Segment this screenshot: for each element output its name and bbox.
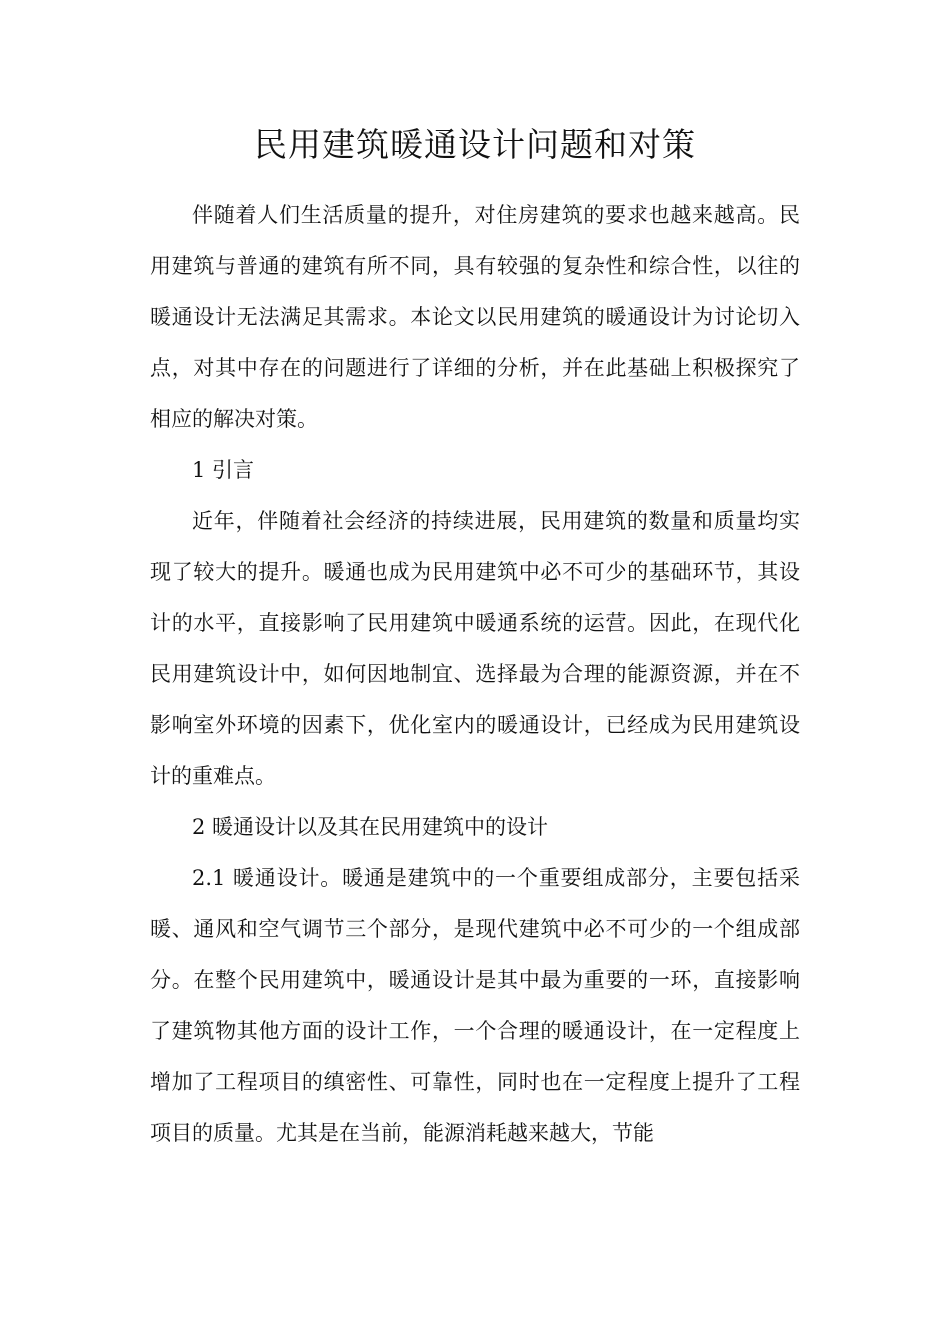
introduction-paragraph: 近年，伴随着社会经济的持续进展，民用建筑的数量和质量均实现了较大的提升。暖通也成为民用建筑中必不可少的基础环节，其设计的水平，直接影响了民用建筑中暖通系统的运营。因此，在现代化民用建筑设计中，如何因地制宜、选择最为合理的能源资源，并在不影响室外环境的因素下，优化室内的暖通设计，已经成为民用建筑设计的重难点。 (150, 509, 800, 788)
hvac-design-paragraph: 2.1 暖通设计。暖通是建筑中的一个重要组成部分，主要包括采暖、通风和空气调节三个部分，是现代建筑中必不可少的一个组成部分。在整个民用建筑中，暖通设计是其中最为重要的一环，直接影响了建筑物其他方面的设计工作，一个合理的暖通设计，在一定程度上增加了工程项目的缜密性、可靠性，同时也在一定程度上提升了工程项目的质量。尤其是在当前，能源消耗越来越大，节能 (150, 866, 800, 1145)
document-body (150, 190, 800, 1159)
document-title: 民用建筑暖通设计问题和对策 (254, 125, 696, 164)
abstract-paragraph: 伴随着人们生活质量的提升，对住房建筑的要求也越来越高。民用建筑与普通的建筑有所不同，具有较强的复杂性和综合性，以往的暖通设计无法满足其需求。本论文以民用建筑的暖通设计为讨论切入点，对其中存在的问题进行了详细的分析，并在此基础上积极探究了相应的解决对策。 (150, 203, 800, 431)
section-heading-hvac-design: 2 暖通设计以及其在民用建筑中的设计 (192, 815, 549, 839)
section-heading-introduction: 1 引言 (192, 458, 255, 482)
